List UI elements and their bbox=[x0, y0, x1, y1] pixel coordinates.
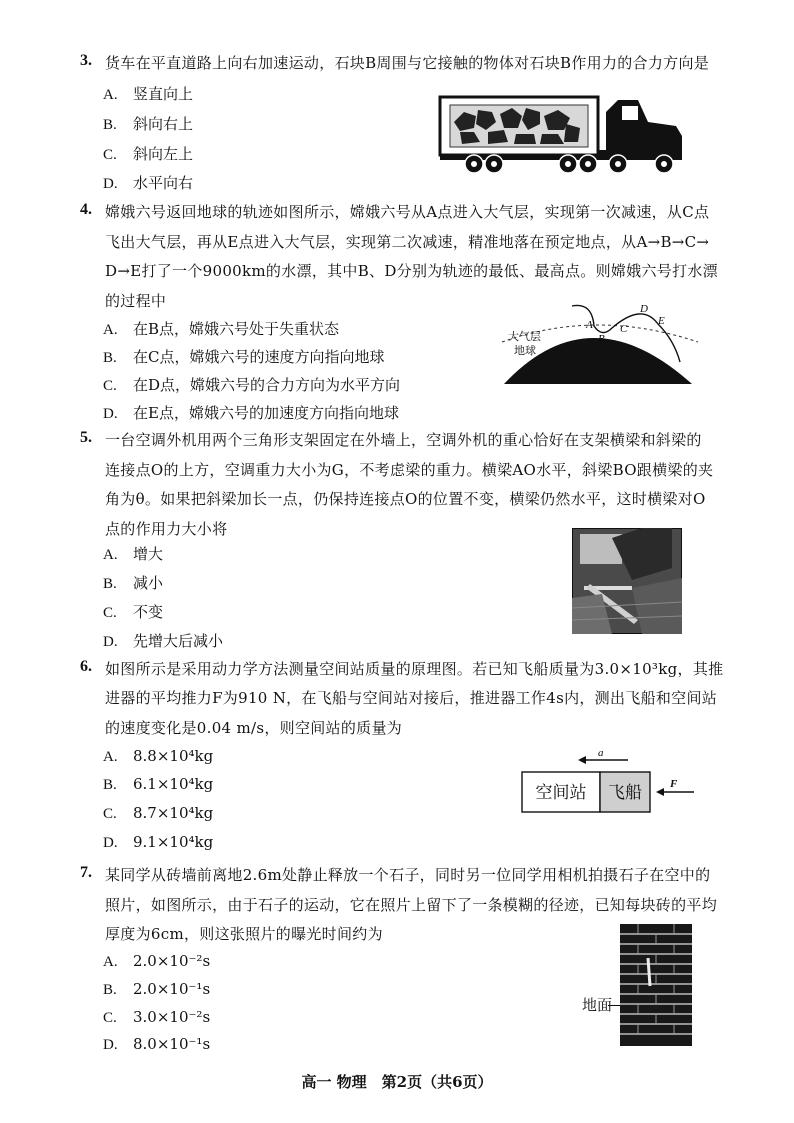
option-text: 2.0×10⁻²s bbox=[133, 952, 211, 970]
q6-option-d bbox=[103, 833, 213, 852]
q7-number: 7. bbox=[80, 864, 92, 881]
earth-label: 地球 bbox=[514, 345, 536, 357]
stone-blur-trace bbox=[648, 958, 650, 986]
option-key: A. bbox=[103, 322, 118, 338]
space-station-label: 空间站 bbox=[535, 783, 587, 803]
option-text: 在E点，嫦娥六号的加速度方向指向地球 bbox=[133, 404, 399, 422]
q5-option-c bbox=[103, 601, 163, 622]
q7-stem-line: 厚度为6cm，则这张照片的曝光时间约为 bbox=[105, 925, 383, 943]
point-c-label: C bbox=[620, 323, 628, 335]
q4-stem-line: 嫦娥六号返回地球的轨迹如图所示，嫦娥六号从A点进入大气层，实现第一次减速，从C点 bbox=[105, 203, 710, 221]
force-label: F bbox=[670, 778, 678, 790]
option-text: 斜向右上 bbox=[133, 115, 194, 133]
option-key: B. bbox=[103, 576, 117, 592]
q5-stem-line: 点的作用力大小将 bbox=[105, 520, 228, 538]
q4-stem-line: D→E打了一个9000km的水漂，其中B、D分别为轨迹的最低、最高点。则嫦娥六号打水漂 bbox=[105, 262, 718, 280]
option-key: D. bbox=[103, 406, 118, 422]
q6-stem-line: 的速度变化是0.04 m/s，则空间站的质量为 bbox=[105, 719, 403, 737]
q6-option-c bbox=[103, 804, 213, 823]
q3-option-c bbox=[103, 143, 193, 164]
q4-option-d bbox=[103, 402, 399, 423]
air-conditioner-photo bbox=[572, 528, 682, 634]
option-key: A. bbox=[103, 749, 118, 765]
option-text: 斜向左上 bbox=[133, 145, 194, 163]
atmosphere-label: 大气层 bbox=[508, 331, 541, 343]
q3-option-a bbox=[103, 83, 193, 104]
option-text: 先增大后减小 bbox=[133, 632, 224, 650]
q6-stem-line: 进器的平均推力F为910 N，在飞船与空间站对接后，推进器工作4s内，测出飞船和空间站 bbox=[105, 689, 718, 707]
ground-label: 地面 bbox=[582, 996, 613, 1014]
point-a-label: A bbox=[586, 319, 593, 331]
acceleration-label: a bbox=[598, 747, 604, 759]
option-text: 减小 bbox=[133, 574, 164, 592]
spaceship-station-figure bbox=[518, 744, 698, 816]
q3-stem-line: 货车在平直道路上向右加速运动，石块B周围与它接触的物体对石块B作用力的合力方向是 bbox=[105, 54, 710, 72]
option-text: 9.1×10⁴kg bbox=[133, 833, 214, 851]
option-text: 8.7×10⁴kg bbox=[133, 804, 214, 822]
q5-stem-line: 连接点O的上方，空调重力大小为G，不考虑梁的重力。横梁AO水平，斜梁BO跟横梁的夹 bbox=[105, 461, 714, 479]
option-key: D. bbox=[103, 1037, 118, 1053]
reentry-trajectory-figure bbox=[500, 300, 700, 388]
point-b-label: B bbox=[598, 333, 605, 345]
truck-figure bbox=[438, 92, 688, 178]
q6-option-a bbox=[103, 747, 213, 766]
q4-number: 4. bbox=[80, 201, 92, 218]
page-footer: 高一 物理 第2页（共6页） bbox=[301, 1073, 493, 1091]
q6-number: 6. bbox=[80, 658, 92, 675]
brick-wall-photo bbox=[620, 924, 692, 1046]
q5-option-b bbox=[103, 572, 163, 593]
option-text: 不变 bbox=[133, 603, 164, 621]
q5-stem-line: 一台空调外机用两个三角形支架固定在外墙上，空调外机的重心恰好在支架横梁和斜梁的 bbox=[105, 431, 702, 449]
option-key: C. bbox=[103, 1010, 117, 1026]
q4-option-a bbox=[103, 318, 339, 339]
q4-stem-line: 飞出大气层，再从E点进入大气层，实现第二次减速，精准地落在预定地点，从A→B→C→ bbox=[105, 233, 710, 251]
option-key: A. bbox=[103, 547, 118, 563]
q4-option-b bbox=[103, 346, 384, 367]
option-key: C. bbox=[103, 378, 117, 394]
option-key: B. bbox=[103, 117, 117, 133]
option-text: 增大 bbox=[133, 545, 164, 563]
q6-stem-line: 如图所示是采用动力学方法测量空间站质量的原理图。若已知飞船质量为3.0×10³kg，其推 bbox=[105, 660, 724, 678]
option-text: 在D点，嫦娥六号的合力方向为水平方向 bbox=[133, 376, 401, 394]
q7-option-c bbox=[103, 1008, 210, 1027]
option-text: 3.0×10⁻²s bbox=[133, 1008, 211, 1026]
option-key: A. bbox=[103, 954, 118, 970]
option-key: B. bbox=[103, 777, 117, 793]
option-text: 2.0×10⁻¹s bbox=[133, 980, 211, 998]
spaceship-label: 飞船 bbox=[608, 783, 642, 803]
option-text: 6.1×10⁴kg bbox=[133, 775, 214, 793]
q7-option-d bbox=[103, 1035, 210, 1054]
option-key: D. bbox=[103, 835, 118, 851]
q7-option-a bbox=[103, 952, 210, 971]
q7-stem-line: 照片，如图所示，由于石子的运动，它在照片上留下了一条模糊的径迹，已知每块砖的平均 bbox=[105, 896, 718, 914]
option-text: 竖直向上 bbox=[133, 85, 194, 103]
q3-option-b bbox=[103, 113, 193, 134]
option-text: 8.0×10⁻¹s bbox=[133, 1035, 211, 1053]
option-key: C. bbox=[103, 147, 117, 163]
q5-stem-line: 角为θ。如果把斜梁加长一点，仍保持连接点O的位置不变，横梁仍然水平，这时横梁对O bbox=[105, 490, 706, 508]
point-d-label: D bbox=[640, 303, 648, 315]
q4-option-c bbox=[103, 374, 400, 395]
option-text: 8.8×10⁴kg bbox=[133, 747, 214, 765]
q5-number: 5. bbox=[80, 429, 92, 446]
q5-option-a bbox=[103, 543, 163, 564]
option-key: A. bbox=[103, 87, 118, 103]
option-key: D. bbox=[103, 634, 118, 650]
option-key: B. bbox=[103, 982, 117, 998]
q7-option-b bbox=[103, 980, 210, 999]
option-key: B. bbox=[103, 350, 117, 366]
option-key: C. bbox=[103, 605, 117, 621]
option-text: 水平向右 bbox=[133, 174, 194, 192]
option-text: 在B点，嫦娥六号处于失重状态 bbox=[133, 320, 340, 338]
option-key: D. bbox=[103, 176, 118, 192]
point-e-label: E bbox=[658, 315, 665, 327]
q6-option-b bbox=[103, 775, 213, 794]
q5-option-d bbox=[103, 630, 223, 651]
q4-stem-line: 的过程中 bbox=[105, 292, 167, 310]
option-text: 在C点，嫦娥六号的速度方向指向地球 bbox=[133, 348, 385, 366]
q3-number: 3. bbox=[80, 52, 92, 69]
q7-stem-line: 某同学从砖墙前离地2.6m处静止释放一个石子，同时另一位同学用相机拍摄石子在空中的 bbox=[105, 866, 711, 884]
q3-option-d bbox=[103, 172, 193, 193]
ground-pointer-line bbox=[608, 1005, 620, 1006]
option-key: C. bbox=[103, 806, 117, 822]
